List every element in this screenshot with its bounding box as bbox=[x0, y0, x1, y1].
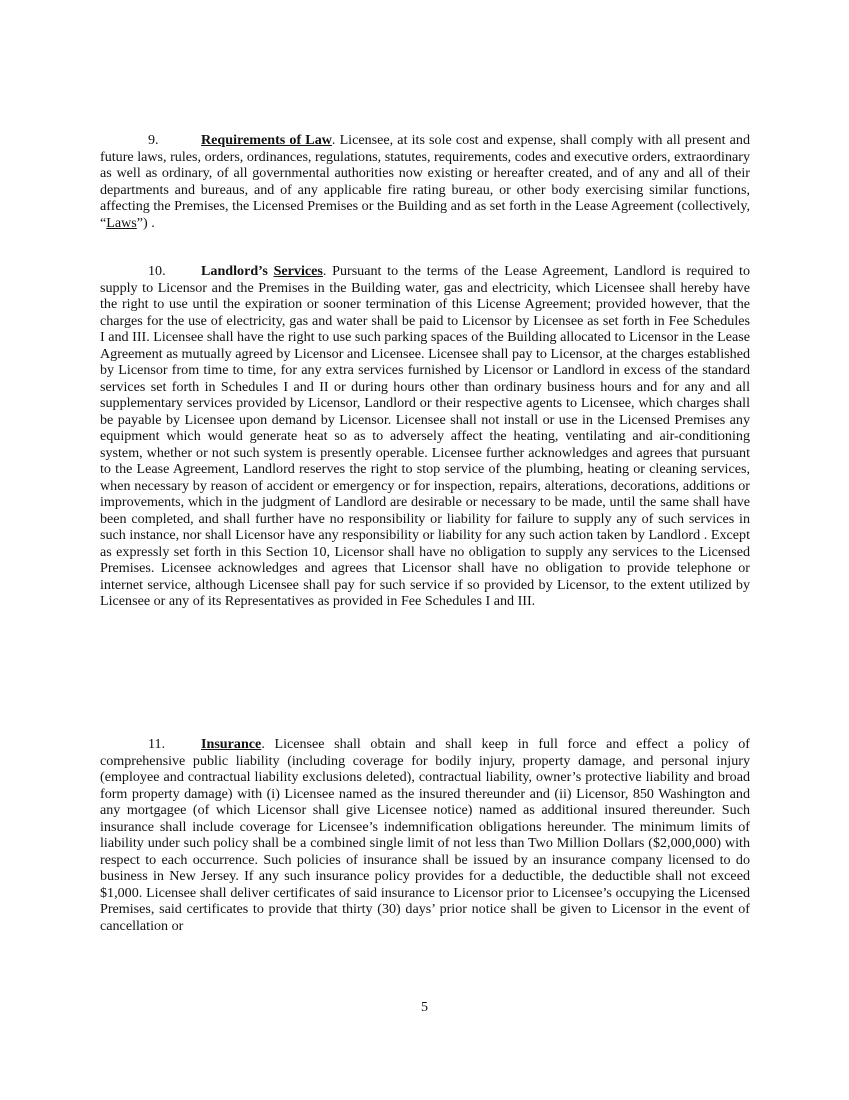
section-11-insurance bbox=[100, 736, 750, 934]
section-text: . Pursuant to the terms of the Lease Agreement, Landlord is required to supply to Licensor and the Premises in the Building water, gas and electricity, which Licensee shall hereby have the right to use until the expiration or sooner termination of this License Agreement; provided however, that the charges for the use of electricity, gas and water shall be paid to Licensor by Licensee as set forth in Fee Schedules I and III. Licensee shall have the right to use such parking spaces of the Building allocated to Licensor in the Lease Agreement as mutually agreed by Licensor and Licensee. Licensee shall pay to Licensor, at the charges established by Licensor from time to time, for any extra services furnished by Licensor or Landlord in excess of the standard services set forth in Schedules I and II or during hours other than ordinary business hours and for any and all supplementary services provided by Licensor, Landlord or their respective agents to Licensee, which charges shall be payable by Licensee upon demand by Licensor. Licensee shall not install or use in the Licensed Premises any equipment which would generate heat so as to adversely affect the heating, ventilating and air-conditioning system, whether or not such system is presently operable. Licensee further acknowledges and agrees that pursuant to the Lease Agreement, Landlord reserves the right to stop service of the plumbing, heating or cleaning services, when necessary by reason of accident or emergency or for inspection, repairs, alterations, decorations, additions or improvements, which in the judgment of Landlord are desirable or necessary to be made, until the same shall have been completed, and shall further have no responsibility or liability for failure to supply any of such services in such instance, nor shall Licensor have any responsibility or liability for any such action taken by Landlord . Except as expressly set forth in this Section 10, Licensor shall have no obligation to supply any services to the Licensed Premises. Licensee acknowledges and agrees that Licensor shall have no obligation to provide telephone or internet service, although Licensee shall pay for such service if so provided by Licensor, to the extent utilized by Licensee or any of its Representatives as provided in Fee Schedules I and III. bbox=[100, 263, 751, 609]
section-number: 11. bbox=[148, 736, 166, 752]
defined-term-laws: Laws bbox=[106, 214, 137, 231]
section-title-part-1: Landlord’s bbox=[201, 263, 274, 279]
section-10-landlords-services bbox=[100, 263, 750, 610]
section-text: . Licensee shall obtain and shall keep in full force and effect a policy of comprehensive public liability (including coverage for bodily injury, property damage, and personal injury (employee and contractual liability exclusions deleted), contractual liability, owner’s protective liability and broad form property damage) with (i) Licensee named as the insured thereunder and (ii) Licensor, 850 Washington and any mortgagee (of which Licensor shall give Licensee notice) named as additional insured thereunder. Such insurance shall include coverage for Licensee’s indemnification obligations hereunder. The minimum limits of liability under such policy shall be a combined single limit of not less than Two Million Dollars ($2,000,000) with respect to each occurrence. Such policies of insurance shall be issued by an insurance company licensed to do business in New Jersey. If any such insurance policy provides for a deductible, the deductible shall not exceed $1,000. Licensee shall deliver certificates of said insurance to Licensor prior to Licensee’s occupying the Licensed Premises, said certificates to provide that thirty (30) days’ prior notice shall be given to Licensor in the event of cancellation or bbox=[100, 736, 750, 934]
section-text: . Licensee, at its sole cost and expense, shall comply with all present and future laws, rules, orders, ordinances, regulations, statutes, requirements, codes and executive orders, extraordinary as well as ordinary, of all governmental authorities now existing or hereafter created, and of any and all of their departments and bureaus, and of any applicable fire rating bureau, or other body exercising similar functions, affecting the Premises, the Licensed Premises or the Building and as set forth in the Lease Agreement (collectively, “ bbox=[100, 132, 750, 231]
section-9-requirements-of-law bbox=[100, 132, 750, 231]
section-title: Requirements of Law bbox=[201, 132, 332, 148]
section-title: Insurance bbox=[201, 736, 262, 752]
section-text-end: ”) . bbox=[136, 214, 155, 231]
section-title-part-2: Services bbox=[273, 263, 323, 279]
section-number: 10. bbox=[148, 263, 166, 279]
page-number: 5 bbox=[421, 1000, 428, 1015]
section-number: 9. bbox=[148, 132, 159, 148]
